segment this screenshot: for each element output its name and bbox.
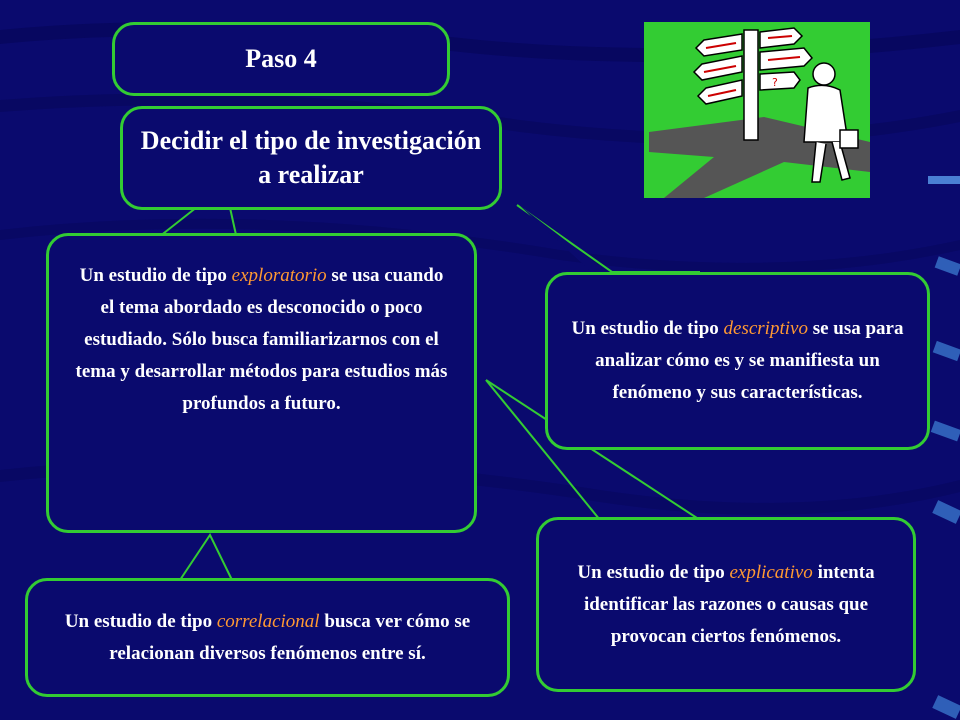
step-title: Paso 4 [245,44,317,73]
callout-exploratorio [46,233,477,533]
callout-explicativo [536,517,916,692]
descriptivo-term: descriptivo [723,318,808,339]
correlacional-text [44,606,491,670]
callout-correlacional [25,578,510,697]
explicativo-before: Un estudio de tipo [577,561,730,583]
svg-text:?: ? [772,76,778,89]
descriptivo-after: se usa para analizar cómo es y se manifiesta un fenómeno y sus características. [595,318,904,403]
descriptivo-text [566,313,909,409]
explicativo-text [555,557,897,653]
exploratorio-term: exploratorio [231,265,327,286]
callout-descriptivo [545,272,930,450]
correlacional-after: busca ver cómo se relacionan diversos fenómenos entre sí. [109,610,471,664]
main-title-box [120,106,502,210]
exploratorio-before: Un estudio de tipo [79,265,232,286]
signpost-businessman-icon [644,22,870,198]
exploratorio-after: se usa cuando el tema abordado es desconocido o poco estudiado. Sólo busca familiarizarnos con el tema y desarrollar métodos para estudios más profundos a futuro. [75,265,448,414]
correlacional-before: Un estudio de tipo [64,610,217,632]
descriptivo-before: Un estudio de tipo [571,318,724,339]
explicativo-term: explicativo [729,561,813,583]
exploratorio-text [71,260,452,420]
correlacional-term: correlacional [216,610,320,632]
step-title-box [112,22,450,96]
main-title: Decidir el tipo de investigación a realizar [140,126,482,189]
edge-mark [928,176,960,184]
explicativo-after: intenta identificar las razones o causas que provocan ciertos fenómenos. [583,561,875,647]
